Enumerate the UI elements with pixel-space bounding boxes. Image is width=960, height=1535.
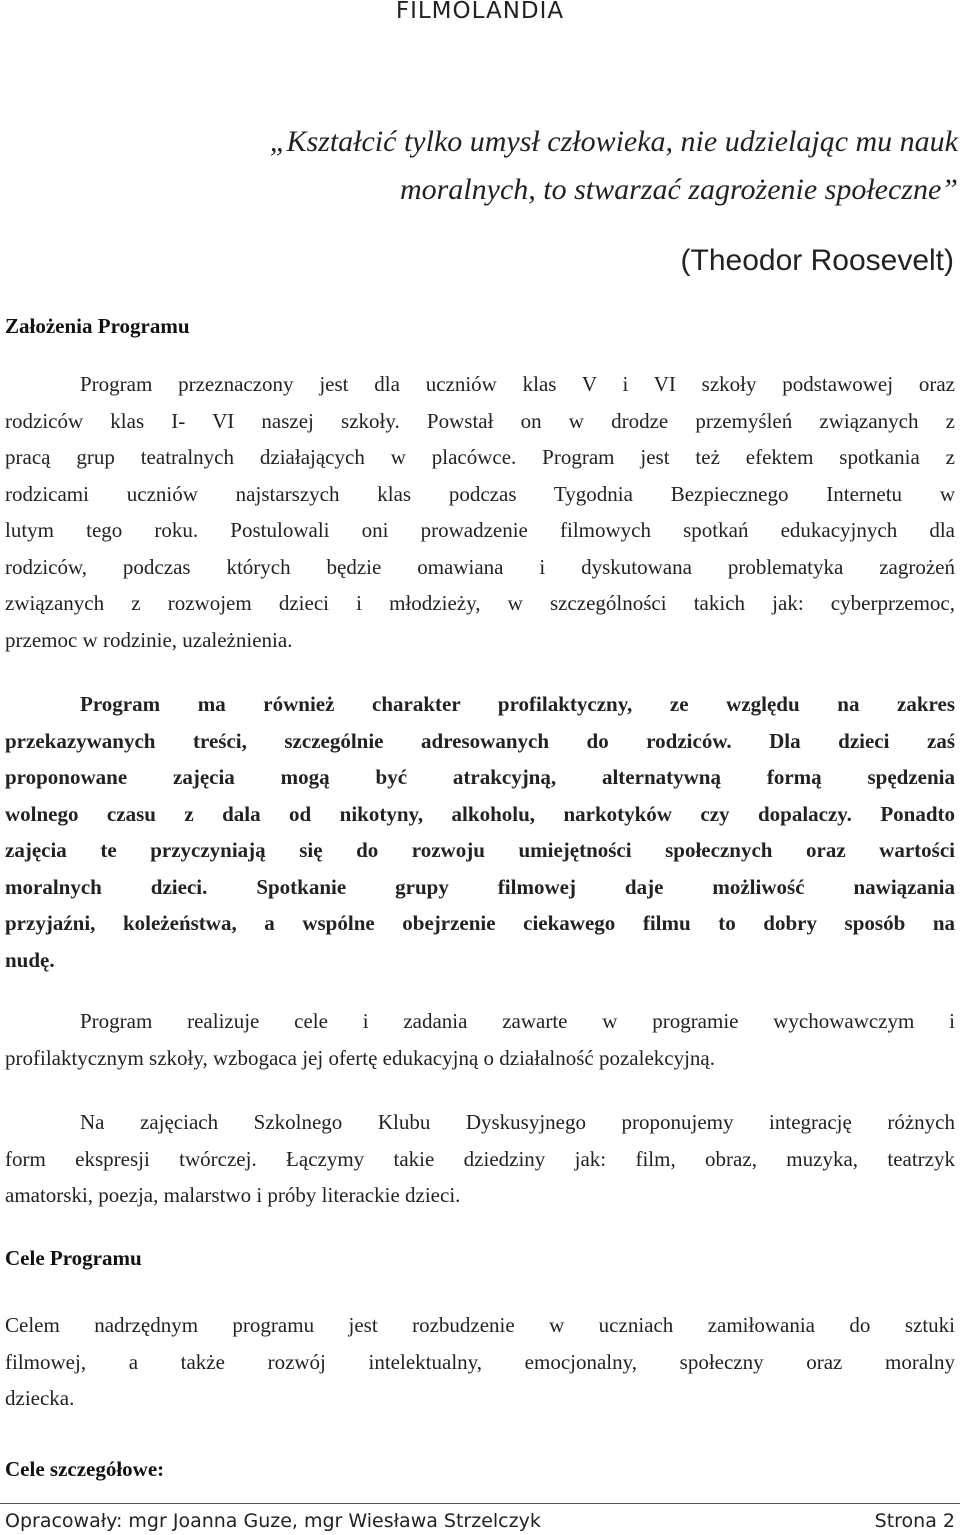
text-line: lutym tego roku. Postulowali oni prowadzenie filmowych spotkań edukacyjnych dla [5, 518, 955, 542]
paragraph-cele-1 [5, 1307, 955, 1417]
text-line: przyjaźni, koleżeństwa, a wspólne obejrzenie ciekawego filmu to dobry sposób na [5, 911, 955, 935]
quote-line: moralnych, to stwarzać zagrożenie społeczne” [399, 173, 958, 206]
quote-line: „Kształcić tylko umysł człowieka, nie udzielając mu nauk [269, 125, 958, 158]
paragraph-zalozenia-1 [5, 366, 955, 658]
text-line: dziecka. [5, 1386, 75, 1410]
text-line: Program ma również charakter profilaktyczny, ze względu na zakres [80, 692, 955, 716]
paragraph-zalozenia-2 [5, 686, 955, 978]
text-line: amatorski, poezja, malarstwo i próby literackie dzieci. [5, 1183, 461, 1207]
text-line: proponowane zajęcia mogą być atrakcyjną, alternatywną formą spędzenia [5, 765, 955, 789]
text-line: form ekspresji twórczej. Łączymy takie dziedziny jak: film, obraz, muzyka, teatrzyk [5, 1146, 955, 1171]
text-line: Program przeznaczony jest dla uczniów klas V i VI szkoły podstawowej oraz [80, 372, 955, 396]
text-line: przekazywanych treści, szczególnie adresowanych do rodziców. Dla dzieci zaś [5, 728, 955, 753]
text-line: moralnych dzieci. Spotkanie grupy filmowej daje możliwość nawiązania [5, 874, 955, 899]
text-line: pracą grup teatralnych działających w placówce. Program jest też efektem spotkania z [5, 445, 955, 469]
text-line: Na zajęciach Szkolnego Klubu Dyskusyjnego proponujemy integrację różnych [80, 1110, 955, 1134]
paragraph-zalozenia-3 [5, 1003, 955, 1076]
text-line: przemoc w rodzinie, uzależnienia. [5, 627, 293, 652]
text-line: zajęcia te przyczyniają się do rozwoju umiejętności społecznych oraz wartości [5, 838, 955, 862]
footer-page-number: Strona 2 [874, 1510, 955, 1532]
text-line: związanych z rozwojem dzieci i młodzieży, w szczególności takich jak: cyberprzemoc, [5, 591, 955, 615]
text-line: rodziców, podczas których będzie omawiana i dyskutowana problematyka zagrożeń [5, 554, 955, 579]
page-header-title: FILMOLANDIA [395, 0, 565, 24]
text-line: profilaktycznym szkoły, wzbogaca jej ofertę edukacyjną o działalność pozalekcyjną. [5, 1045, 716, 1070]
text-line: wolnego czasu z dala od nikotyny, alkoholu, narkotyków czy dopalaczy. Ponadto [5, 801, 955, 826]
text-line: rodzicami uczniów najstarszych klas podczas Tygodnia Bezpiecznego Internetu w [5, 481, 955, 506]
footer-divider [0, 1503, 960, 1504]
heading-zalozenia: Założenia Programu [5, 314, 190, 338]
heading-cele: Cele Programu [5, 1246, 142, 1270]
heading-cele-szczegolowe: Cele szczegółowe: [5, 1457, 165, 1481]
text-line: Program realizuje cele i zadania zawarte w programie wychowawczym i [80, 1009, 955, 1033]
footer-authors: Opracowały: mgr Joanna Guze, mgr Wiesława Strzelczyk [5, 1510, 541, 1532]
text-line: rodziców klas I- VI naszej szkoły. Powstał on w drodze przemyśleń związanych z [5, 408, 955, 433]
text-line: filmowej, a także rozwój intelektualny, emocjonalny, społeczny oraz moralny [5, 1349, 955, 1374]
quote-author: (Theodor Roosevelt) [680, 244, 954, 277]
paragraph-zalozenia-4 [5, 1104, 955, 1214]
text-line: nudę. [5, 947, 55, 972]
text-line: Celem nadrzędnym programu jest rozbudzenie w uczniach zamiłowania do sztuki [5, 1313, 955, 1337]
motto-quote [80, 118, 958, 214]
